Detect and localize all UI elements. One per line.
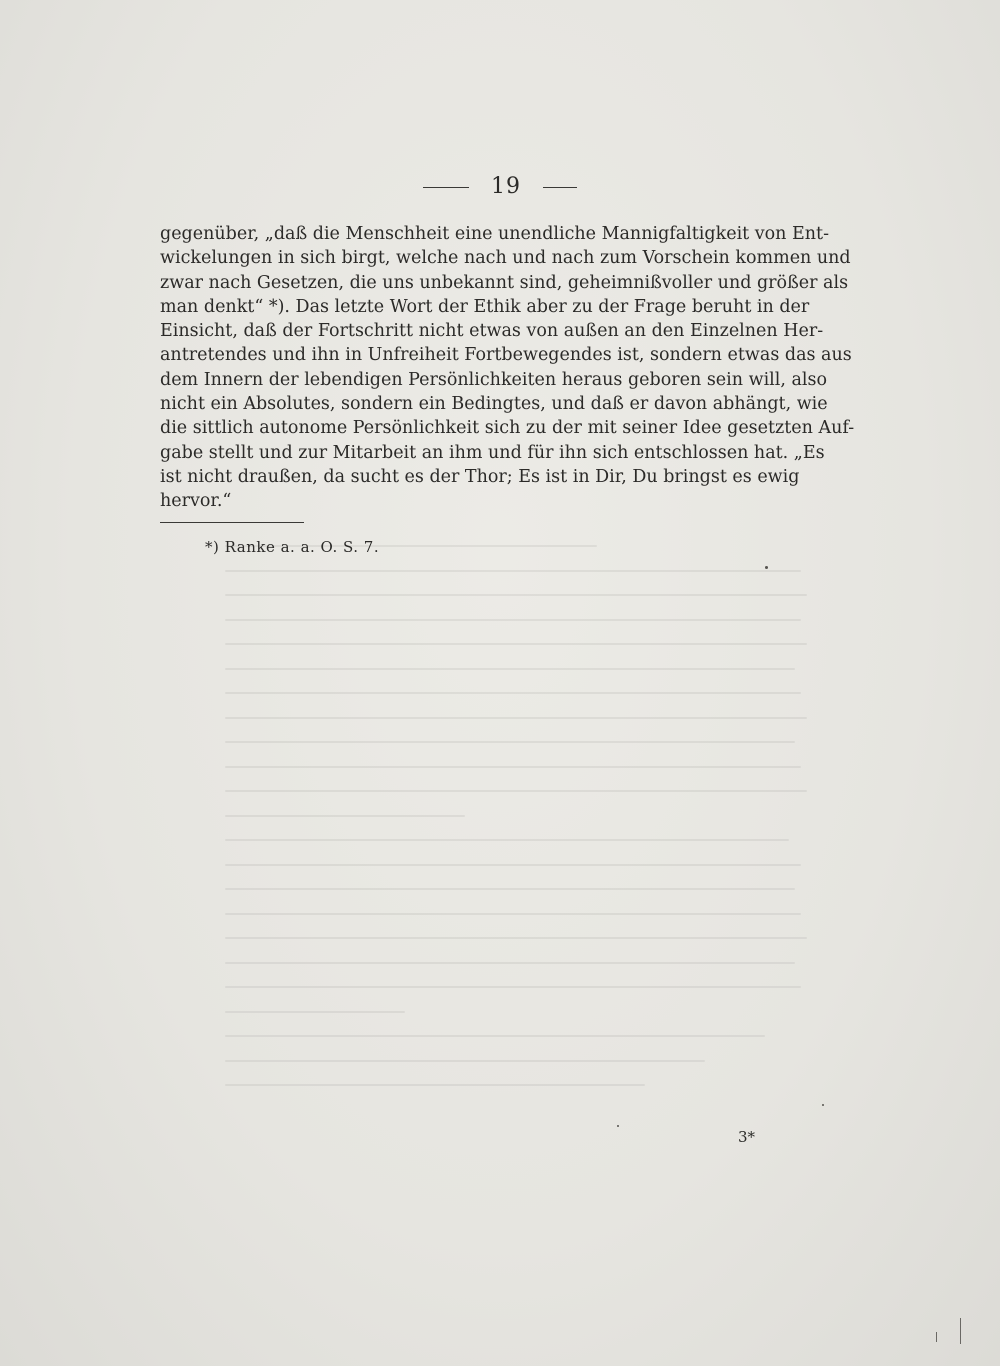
ink-speck — [765, 566, 768, 569]
footnote: *) Ranke a. a. O. S. 7. — [205, 538, 380, 556]
text-line: wickelungen in sich birgt, welche nach und nach zum Vorschein kommen und — [160, 248, 851, 269]
text-line: die sittlich autonome Persönlichkeit sich zu der mit seiner Idee gesetzten Auf- — [160, 418, 855, 439]
show-through-texture — [225, 545, 825, 1105]
text-line: ist nicht draußen, da sucht es der Thor; Es ist in Dir, Du bringst es ewig — [160, 466, 800, 487]
ink-speck — [617, 1125, 619, 1127]
signature-mark: 3* — [738, 1128, 756, 1146]
edge-mark — [960, 1318, 961, 1344]
text-line: gegenüber, „daß die Menschheit eine unendliche Mannigfaltigkeit von Ent- — [160, 224, 830, 244]
header-rule-right — [543, 187, 577, 188]
text-line: nicht ein Absolutes, sondern ein Bedingtes, und daß er davon abhängt, wie — [160, 394, 828, 415]
text-line: Einsicht, daß der Fortschritt nicht etwas von außen an den Einzelnen Her- — [160, 321, 824, 342]
text-line: zwar nach Gesetzen, die uns unbekannt sind, geheimnißvoller und größer als — [160, 272, 849, 293]
footnote-rule — [160, 522, 304, 523]
text-line: dem Innern der lebendigen Persönlichkeiten heraus geboren sein will, also — [160, 369, 828, 390]
edge-mark — [936, 1332, 937, 1342]
header-rule-left — [423, 187, 469, 188]
text-line: hervor.“ — [160, 491, 232, 512]
page-header — [0, 174, 1000, 199]
ink-speck — [822, 1104, 824, 1106]
body-paragraph — [160, 222, 855, 514]
page-number: 19 — [491, 174, 521, 199]
text-line: man denkt“ *). Das letzte Wort der Ethik aber zu der Frage beruht in der — [160, 296, 810, 317]
text-line: gabe stellt und zur Mitarbeit an ihm und für ihn sich entschlossen hat. „Es — [160, 442, 825, 463]
text-line: antretendes und ihn in Unfreiheit Fortbewegendes ist, sondern etwas das aus — [160, 345, 852, 366]
